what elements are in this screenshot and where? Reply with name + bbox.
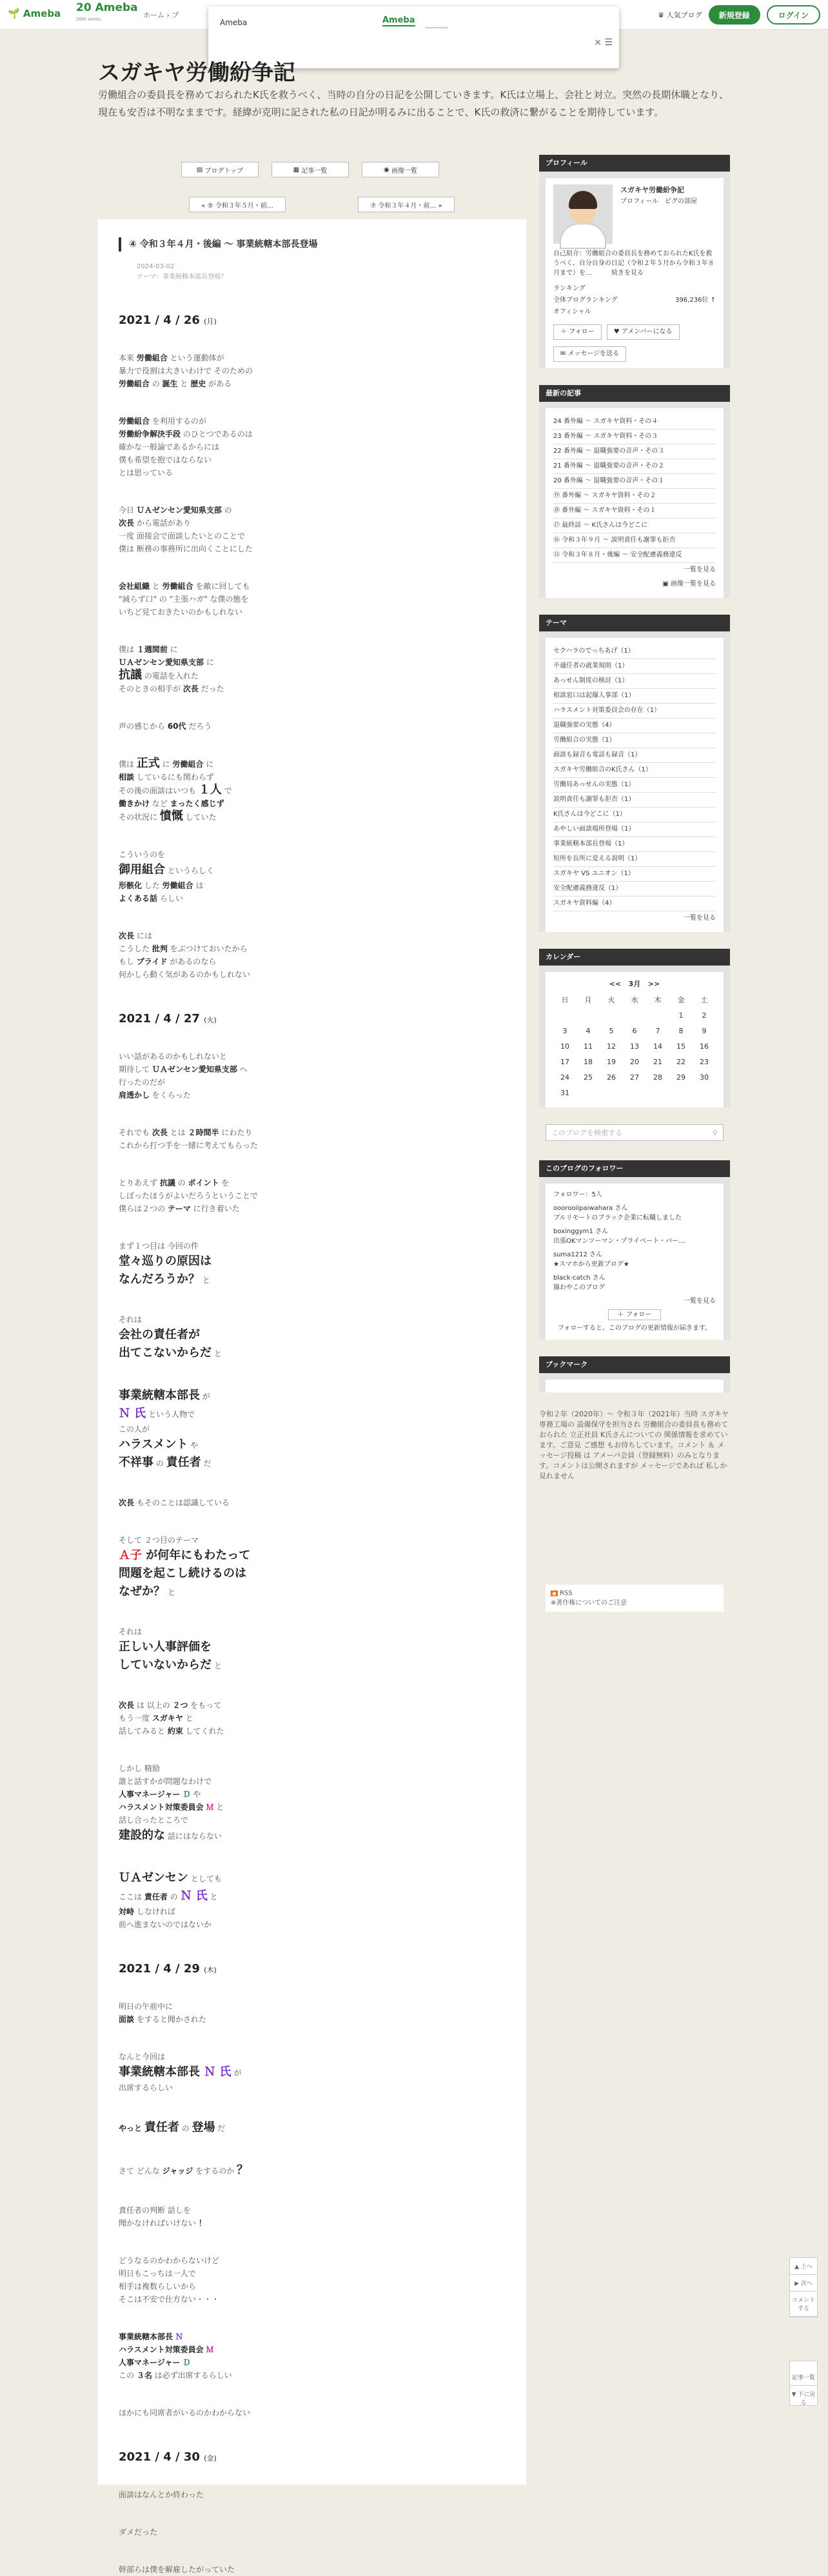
theme-item[interactable]: スガキヤ VS ユニオン（1） (553, 867, 716, 882)
cal-day[interactable]: 18 (584, 1058, 593, 1066)
popup-tab-active[interactable]: Ameba (382, 15, 415, 25)
bookmark-header: ブックマーク (539, 1356, 730, 1373)
follow-button-2[interactable]: ＋ フォロー (608, 1309, 662, 1320)
rss-box (546, 1585, 724, 1612)
cal-day (553, 1008, 577, 1024)
entry-list-float[interactable]: 記事一覧 (790, 2361, 817, 2386)
diary-text: 労働組合 を利用するのが 労働紛争解決手段 のひとつであるのは 確かな一般論であるからには 僕も希望を抱ではならない とは思っている (119, 417, 253, 477)
avatar[interactable] (553, 184, 613, 244)
close-icon[interactable]: × ☰ (594, 37, 613, 48)
profile-name[interactable]: スガキヤ労働紛争記 (620, 186, 684, 194)
theme-item[interactable]: スガキヤ労働組合のK氏さん（1） (553, 763, 716, 778)
theme-item[interactable]: 相談窓口は起爆人事部（1） (553, 689, 716, 704)
cal-day[interactable]: 24 (560, 1073, 569, 1082)
login-button[interactable]: ログイン (767, 5, 820, 25)
followers-header: このブログのフォロワー (539, 1160, 730, 1177)
recent-item[interactable]: ⑯ 令和３年９月 〜 説明責任も謝罪も拒否 (553, 533, 716, 548)
image-icon: ▣ (662, 580, 671, 588)
recent-item[interactable]: 24 番外編 〜 スガキヤ資料・その４ (553, 415, 716, 430)
sidebar (539, 155, 730, 1612)
cal-day[interactable]: 22 (676, 1058, 685, 1066)
follower-item[interactable]: ooorooiipaiwahara さん ブルリモートのブラック企業に転職しました (553, 1205, 682, 1222)
amember-button[interactable]: ♥ アメンバーになる (607, 324, 680, 340)
next-entry-button[interactable]: ⑦ 令和３年４月・前… » (358, 197, 455, 212)
profile-box (546, 178, 724, 368)
cal-day (577, 1085, 600, 1101)
cal-day-header: 金 (677, 996, 685, 1004)
follow-button[interactable]: ＋ フォロー (553, 324, 602, 340)
cal-day[interactable]: 19 (607, 1058, 616, 1066)
entry-meta: 2024-03-02 テーマ：事業統轄本部長登場？ (137, 263, 227, 281)
diary-text: ダメだった (119, 2528, 158, 2537)
diary-text: それは 会社の責任者が 出てこないからだ と (119, 1315, 222, 1360)
recent-item[interactable]: 20 番外編 〜 退職強要の音声・その１ (553, 474, 716, 489)
cal-day[interactable]: 28 (653, 1073, 662, 1082)
calendar-table (553, 993, 716, 1101)
blog-notice: 令和２年（2020年）〜 令和３年（2021年）当時 スガキヤ専務工場の 設備保守を担当され 労働組合の委員長も務めておられた 立正社員 K氏さんについての 関係情報を求めています。ご意見 ご感想 もお待ちしています。コメント ＆ メッセージ投稿 は アメーバ会員（登録無料）のみとなります。コメントは公開されますが メッセージであれば 私しか見れません (539, 1410, 729, 1480)
followers-note: フォローすると、このブログの更新情報が届きます。 (557, 1325, 712, 1332)
cal-day-header: 水 (631, 996, 638, 1004)
diary-text: しかし 精励 誰と話すかが問題なわけで 人事マネージャー Ｄ や ハラスメント対策委員会 Ｍ と 話し合ったところで 建設的な 話にはならない (119, 1764, 224, 1842)
recent-item[interactable]: ⑲ 番外編 〜 スガキヤ資料・その２ (553, 489, 716, 504)
cal-day[interactable]: 5 (609, 1027, 614, 1035)
diary-text: まず１つ目は 今回の件 堂々巡りの原因は なんだろうか？ と (119, 1242, 212, 1286)
theme-item[interactable]: 安全配慮義務違反（1） (553, 882, 716, 897)
recent-item[interactable]: 23 番外編 〜 スガキヤ資料・その３ (553, 430, 716, 444)
theme-item[interactable]: スガキヤ資料編（4） (553, 897, 716, 911)
cal-day (646, 1008, 669, 1024)
cal-day-header: 火 (607, 996, 615, 1004)
cal-day[interactable]: 20 (630, 1058, 639, 1066)
mail-icon: ✉ (560, 350, 568, 357)
cal-day[interactable]: 6 (632, 1027, 637, 1035)
cal-day[interactable]: 16 (700, 1042, 709, 1051)
theme-item[interactable]: ハラスメント対策委員会の存在（1） (553, 704, 716, 718)
profile-links[interactable]: プロフィール ピグの部屋 (620, 198, 697, 205)
entry-title[interactable]: ④ 令和３年４月・後編 〜 事業統轄本部長登場 (119, 237, 506, 252)
blog-description: 労働組合の委員長を務めておられたK氏を救うべく、当時の自分の日記を公開していきます。K氏は立場上、会社と対立。突然の長期休職となり、現在も安否は不明なままです。経緯が克明に記された私の日記が明るみに出ることで、K氏の救済に繋がることを期待しています。 (98, 89, 729, 118)
rss-link[interactable]: ◉ RSS (552, 1590, 573, 1597)
search-icon[interactable]: ⚲ (712, 1128, 718, 1137)
cal-day[interactable]: 26 (607, 1073, 616, 1082)
float-nav-2 (789, 2361, 818, 2406)
breadcrumb[interactable]: ホーム › ブ (143, 11, 179, 19)
diary-text: 次長 には こうした 批判 をぶつけておいたから もし プライド があるのなら 何かしら動く気があるのかもしれない (119, 931, 251, 979)
cal-day-header: 木 (654, 996, 662, 1004)
cal-month: 3月 (628, 980, 641, 988)
cal-prev-icon[interactable]: << (609, 980, 622, 988)
theme-list (546, 638, 724, 932)
next-button[interactable]: ▶ 次へ (790, 2275, 817, 2292)
cal-day (623, 1008, 646, 1024)
cal-day (669, 1085, 693, 1101)
cal-day[interactable]: 9 (702, 1027, 707, 1035)
diary-date: 2021 / 4 / 26 (月) (119, 313, 217, 327)
diary-text: いい話があるのかもしれないと 期待して ＵＡゼンセン愛知県支部 へ 行ったのだが 肩透かし をくらった (119, 1052, 248, 1100)
crown-icon: ♛ (658, 11, 665, 19)
cal-day[interactable]: 27 (630, 1073, 639, 1082)
follower-item[interactable]: suma1212 さん ★スマホから更新ブログ★ (553, 1251, 629, 1268)
recent-item[interactable]: ⑰ 最終話 〜 K氏さんは今どこに (553, 519, 716, 533)
ameba-logo[interactable]: 🌱 Ameba (8, 8, 61, 19)
cal-day (600, 1008, 623, 1024)
diary-text: さて どんな ジャッジ をするのか ？ (119, 2163, 249, 2177)
comment-button[interactable]: コメントする (790, 2292, 817, 2317)
cal-day[interactable]: 15 (676, 1042, 685, 1051)
cal-day (693, 1085, 716, 1101)
bookmark-box (546, 1380, 724, 1392)
theme-item[interactable]: 事業統轄本部長登場（1） (553, 837, 716, 852)
blog-search-input[interactable]: このブログを検索する ⚲ (546, 1124, 724, 1141)
followers-box: フォロワー：5人 ooorooiipaiwahara さん ブルリモートのブラック企業に転職しました boxinggym1 さん 出張OKマンツーマン・プライベート・パー… suma1212 さん ★スマホから更新ブログ★ black-catch さん 猫わやこのブログ 一覧を見る ＋ フォロー フォローすると、このブログの更新情報が届きます。 (546, 1184, 724, 1340)
blog-top-button[interactable]: ▤ ブログトップ (181, 162, 259, 177)
float-nav (789, 2257, 818, 2317)
camera-icon: ◉ (384, 166, 391, 173)
diary-date: 2021 / 4 / 29 (木) (119, 1962, 217, 1976)
theme-item[interactable]: あっせん制度の検討（1） (553, 674, 716, 689)
profile-intro: 自己紹介：労働組合の委員長を務めておられたK氏を救うべく、自分自身の日記（令和２年５月から令和３年８月まで）を… 続きを見る (553, 250, 715, 277)
diary-date: 2021 / 4 / 27 (火) (119, 1012, 217, 1025)
diary-text: 責任者の判断 話しを 聞かなければいけない ！ (119, 2206, 206, 2228)
diary-text: こういうのを 御用組合 というらしく 形骸化 した 労働組合 は よくある話 らしい (119, 850, 214, 903)
cal-day[interactable]: 25 (584, 1073, 593, 1082)
cal-day[interactable]: 17 (560, 1058, 569, 1066)
entry-list-button[interactable]: ▦ 記事一覧 (271, 162, 349, 177)
diary-text: それでも 次長 とは ２時間半 にわたり これから打つ手を一緒に考えてもらった (119, 1128, 259, 1150)
cal-day[interactable]: 4 (586, 1027, 591, 1035)
theme-item[interactable]: 労働局あっせんの実態（1） (553, 778, 716, 793)
diary-text: 今日 ＵＡゼンセン愛知県支部 の 次長 から電話があり 一度 面接会で面談したいとのことで 僕は 断務の事務所に出向くことにした (119, 506, 253, 553)
cal-day[interactable]: 2 (702, 1011, 707, 1020)
cal-day[interactable]: 10 (560, 1042, 569, 1051)
recent-item[interactable]: 22 番外編 〜 退職強要の音声・その３ (553, 444, 716, 459)
cal-day (600, 1085, 623, 1101)
cal-day[interactable]: 21 (653, 1058, 662, 1066)
cal-day[interactable]: 13 (630, 1042, 639, 1051)
diary-text: 幹部らは僕を解雇したがっていた (119, 2565, 235, 2574)
diary-date: 2021 / 4 / 30 (金) (119, 2450, 217, 2464)
cal-day[interactable]: 11 (584, 1042, 593, 1051)
heart-icon: ♥ (613, 328, 622, 335)
theme-item[interactable]: あやしい面談場所登場（1） (553, 822, 716, 837)
cal-day[interactable]: 29 (676, 1073, 685, 1082)
diary-text: そして ２つ目のテーマ Ａ子 が何年にもわたって 問題を起こし続けるのは なぜか？ と (119, 1536, 251, 1598)
theme-header: テーマ (539, 615, 730, 631)
cal-day[interactable]: 1 (678, 1011, 684, 1020)
message-button[interactable]: ✉ メッセージを送る (553, 346, 626, 362)
calendar-header: カレンダー (539, 949, 730, 966)
followers-more[interactable]: 一覧を見る (684, 1298, 716, 1305)
profile-header: プロフィール (539, 155, 730, 172)
theme-item[interactable]: K氏さんは今どこに（1） (553, 807, 716, 822)
cal-day (577, 1008, 600, 1024)
diary-text: とりあえず 抗議 の ポイント を しぼったほうがよいだろうということで 僕らは２つの テーマ に行き着いた (119, 1178, 259, 1213)
diary-text: 次長 は 以上の ２つ をもって もう一度 スガキヤ と 話してみると 約束 してくれた (119, 1701, 224, 1736)
theme-more-link[interactable]: 一覧を見る (684, 915, 716, 922)
cal-day[interactable]: 7 (655, 1027, 660, 1035)
scroll-down-button[interactable]: ▼ 下に戻る (791, 2392, 816, 2406)
diary-text: ＵＡゼンセン としても ここは 責任者 の Ｎ 氏 と 対峙 しなければ 前へ進まないのではないか (119, 1871, 222, 1929)
diary-text: 次長 もそのことは認識している (119, 1498, 230, 1507)
diary-text: やっと 責任者 の 登場 だ (119, 2121, 226, 2134)
copyright-link[interactable]: ※著作権についてのご注意 (551, 1600, 627, 1607)
recent-item[interactable]: ⑱ 番外編 〜 スガキヤ資料・その１ (553, 504, 716, 519)
diary-text: 本来 労働組合 という運動体が 暴力で役割は大きいわけで そのための 労働組合 の 誕生 と 歴史 がある (119, 353, 253, 388)
home-icon: ▤ (196, 166, 205, 173)
recent-header: 最新の記事 (539, 385, 730, 402)
rss-icon: ◉ (552, 1590, 557, 1596)
cal-day[interactable]: 31 (560, 1089, 569, 1097)
prev-entry-button[interactable]: « ⑤ 令和３年５月・前… (189, 197, 286, 212)
diary-text: 事業統轄本部長 Ｎ ハラスメント対策委員会 Ｍ 人事マネージャー Ｄ この ３名 は必ず出席するらしい (119, 2332, 232, 2380)
diary-text: どうなるのかわからないけど 明日もこっちは一人で 相手は複数らしいから そこは不安で仕方ない・・・ (119, 2256, 220, 2304)
diary-text: 事業統轄本部長 が Ｎ 氏 という人物で この人が ハラスメント や 不祥事 の 責任者 だ (119, 1389, 212, 1469)
more-link[interactable]: 一覧を見る (684, 566, 716, 573)
scroll-up-button[interactable]: ▲ 上へ (790, 2258, 817, 2275)
theme-item[interactable]: 労働組合の実態（1） (553, 733, 716, 748)
theme-item[interactable]: 退職強要の実態（4） (553, 718, 716, 733)
cal-day-header: 土 (700, 996, 708, 1004)
cal-day[interactable]: 3 (562, 1027, 567, 1035)
diary-text: 会社組織 と 労働組合 を敵に回しても "減らず口" の "主張ハガ" な僕の態を いちど見ておきたいのかもしれない (119, 582, 250, 617)
theme-item[interactable]: 不適任者の就業規則（1） (553, 659, 716, 674)
cal-next-icon[interactable]: >> (647, 980, 660, 988)
cal-day[interactable]: 12 (607, 1042, 616, 1051)
follower-item[interactable]: black-catch さん 猫わやこのブログ (553, 1274, 606, 1291)
calendar (546, 972, 724, 1107)
popup-tab[interactable] (425, 15, 448, 28)
cal-day-header: 日 (561, 996, 569, 1004)
blog-title[interactable]: スガキヤ労働紛争記 (98, 60, 295, 86)
diary-text: ほかにも同席者がいるのかわからない (119, 2408, 251, 2417)
diary-text: 僕は 正式 に 労働組合 に 相談 しているにも関わらず その後の面談はいつも １人 で 働きかけ など まったく感じず その状況に 憤慨 していた (119, 757, 232, 823)
diary-text: 僕は １週間前 に ＵＡゼンセン愛知県支部 に 抗議 の電話を入れた そのときの相手が 次長 だった (119, 645, 224, 693)
cal-day[interactable]: 14 (653, 1042, 662, 1051)
image-list-button[interactable]: ◉ 画像一覧 (362, 162, 439, 177)
diary-text: 面談はなんとか終わった (119, 2490, 204, 2499)
cal-day (646, 1085, 669, 1101)
entry-body (98, 219, 526, 2574)
cal-day[interactable]: 8 (678, 1027, 684, 1035)
cal-day (623, 1085, 646, 1101)
diary-text: それは 正しい人事評価を していないからだ と (119, 1627, 222, 1672)
cal-day-header: 月 (584, 996, 592, 1004)
theme-item[interactable]: 説明責任も謝罪も拒否（1） (553, 793, 716, 807)
cal-day[interactable]: 23 (700, 1058, 709, 1066)
diary-text: 声の感じから 60代 だろう (119, 722, 212, 731)
popular-blog-link[interactable]: ♛ 人気ブログ (658, 11, 702, 19)
theme-item[interactable]: 短所を長所に変える説明（1） (553, 852, 716, 867)
theme-item[interactable]: セクハラのでっちあげ（1） (553, 644, 716, 659)
image-more-link[interactable]: ▣ 画像一覧を見る (662, 580, 716, 588)
follower-item[interactable]: boxinggym1 さん 出張OKマンツーマン・プライベート・パー… (553, 1228, 685, 1245)
signup-button[interactable]: 新規登録 (709, 5, 760, 25)
ranking: ランキング 全体ブログランキング 396,236位 ↑ オフィシャル (553, 285, 716, 315)
diary-text: なんと今回は 事業統轄本部長 Ｎ 氏 が 出席するらしい (119, 2052, 242, 2092)
theme-item[interactable]: 面談も録音も電話も録音（1） (553, 748, 716, 763)
theme-link[interactable]: 事業統轄本部長登場？ (163, 273, 227, 281)
popup-title: Ameba (220, 18, 248, 27)
anniversary-logo[interactable]: 20 Ameba 20th Anniv. (76, 1, 138, 22)
list-icon: ▦ (293, 166, 302, 173)
diary-text: 明日の午前中に 面談 をすると聞かされた (119, 2002, 206, 2024)
recent-item[interactable]: ⑮ 令和３年８月・後編 〜 安全配慮義務違反 (553, 548, 716, 563)
cal-day[interactable]: 30 (700, 1073, 709, 1082)
recent-list (546, 408, 724, 598)
recent-item[interactable]: 21 番外編 〜 退職強要の音声・その２ (553, 459, 716, 474)
